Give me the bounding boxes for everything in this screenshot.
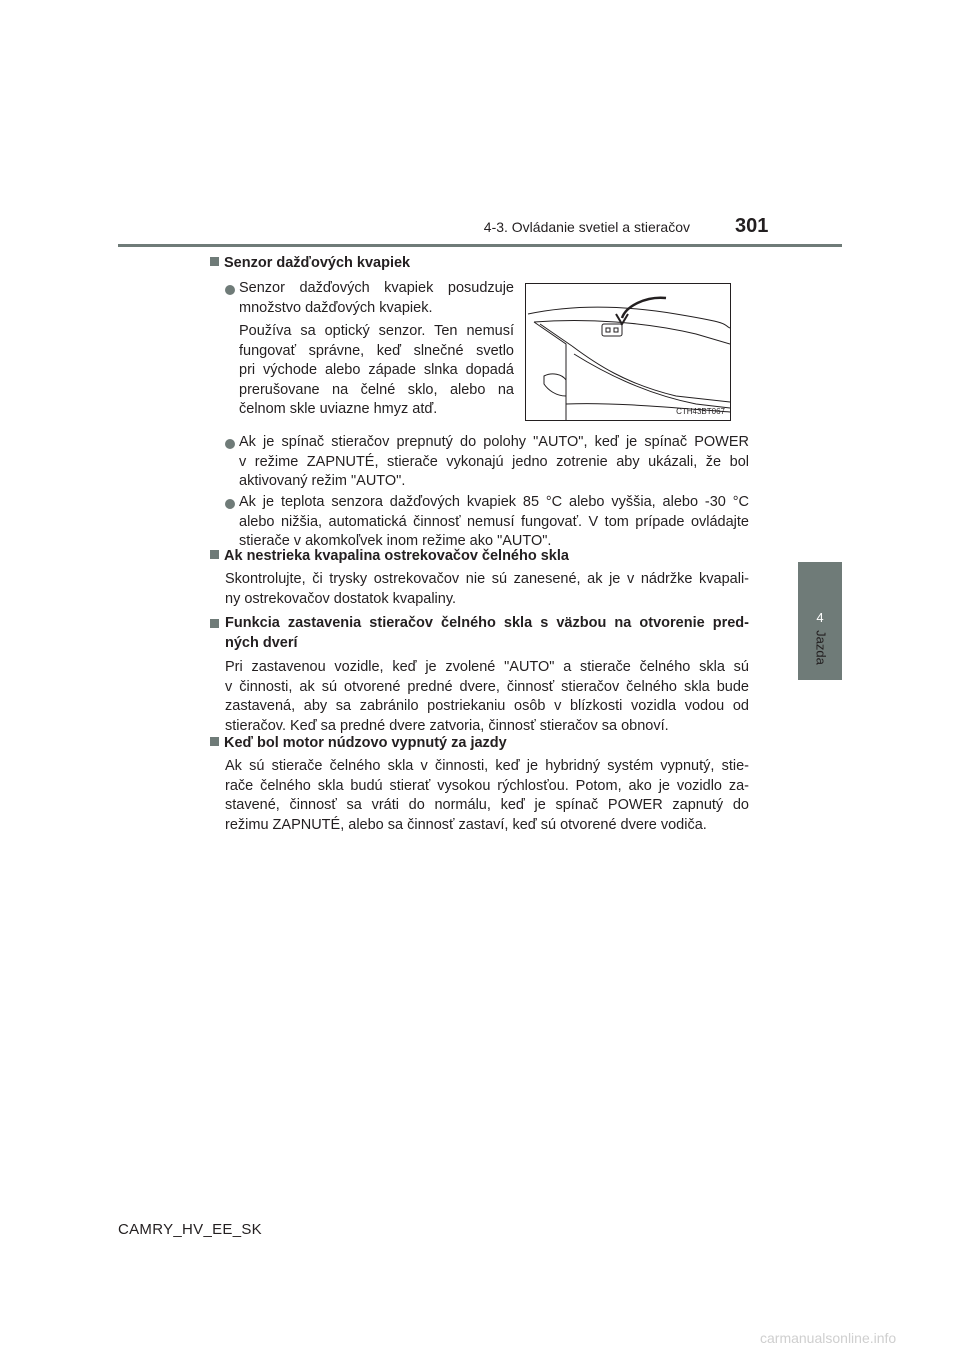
paragraph-emergency-stop: Ak sú stierače čelného skla v činnosti, keď je hybridný systém vypnutý, stie- rače čelného skla budú stierať vysokou rýchlosťou. Potom, ako je vozidlo za- stavené, činnosť sa vráti do normálu, keď je spínač POWER zapnutý do režimu ZAPNUTÉ, alebo sa činnosť zastaví, keď sú otvorené dvere vodiča. [225,758,749,833]
chapter-label: Jazda [813,630,829,665]
paragraph-door-link: Pri zastavenou vozidle, keď je zvolené "AUTO" a stierače čelného skla sú v činnosti, ak sú otvorené predné dvere, činnosť stieračov čelného skla bude zastavená, aby sa zabránilo postriekaniu osôb v blízkosti vozidla vodou od stieračov. Keď sa predné dvere zatvoria, činnosť stieračov sa obnoví. [225,659,749,734]
square-bullet-icon [210,619,219,628]
watermark: carmanualsonline.info [760,1330,897,1346]
bullet-rain-sensor-judges: Senzor dažďových kvapiek posudzuje množstvo dažďových kvapiek. [239,280,514,316]
chapter-number: 4 [816,610,824,625]
chapter-label-box [806,632,834,672]
heading-washer-fluid: Ak nestrieka kvapalina ostrekovačov čelného skla [210,547,569,567]
windshield-sensor-drawing [526,284,730,420]
square-bullet-icon [210,550,219,559]
bullet-auto-mode: Ak je spínač stieračov prepnutý do polohy "AUTO", keď je spínač POWER v režime ZAPNUTÉ, stierače vykonajú jedno zotrenie aby ukázali, že bol aktivovaný režim "AUTO". [239,434,749,489]
figure-code: CTH43BT067 [676,407,725,416]
rain-sensor-illustration [525,283,731,421]
header-rule [118,244,842,247]
circle-bullet-icon [225,439,235,449]
circle-bullet-icon [225,285,235,295]
circle-bullet-icon [225,499,235,509]
paragraph-washer-fluid: Skontrolujte, či trysky ostrekovačov nie sú zanesené, ak je v nádržke kvapali- ny ostrekovačov dostatok kvapaliny. [225,571,749,607]
page-number: 301 [735,215,769,237]
heading-door-link: Funkcia zastavenia stieračov čelného skla s väzbou na otvorenie pred- ných dverí [210,614,749,653]
section-title: 4-3. Ovládanie svetiel a stieračov [483,219,690,235]
square-bullet-icon [210,257,219,266]
model-code: CAMRY_HV_EE_SK [118,1221,262,1238]
square-bullet-icon [210,737,219,746]
bullet-temperature: Ak je teplota senzora dažďových kvapiek 85 °C alebo vyššia, alebo -30 °C alebo nižšia, automatická činnosť nemusí fungovať. V tom prípade ovládajte stierače v akomkoľvek inom režime ako "AUTO". [239,494,749,549]
heading-emergency-stop: Keď bol motor núdzovo vypnutý za jazdy [210,734,507,754]
heading-rain-sensor: Senzor dažďových kvapiek [210,254,410,274]
paragraph-optical-sensor: Používa sa optický senzor. Ten nemusí fungovať správne, keď slnečné svetlo pri východe alebo západe slnka dopadá prerušovane na čelné sklo, alebo na čelnom skle uviazne hmyz atď. [239,323,514,417]
